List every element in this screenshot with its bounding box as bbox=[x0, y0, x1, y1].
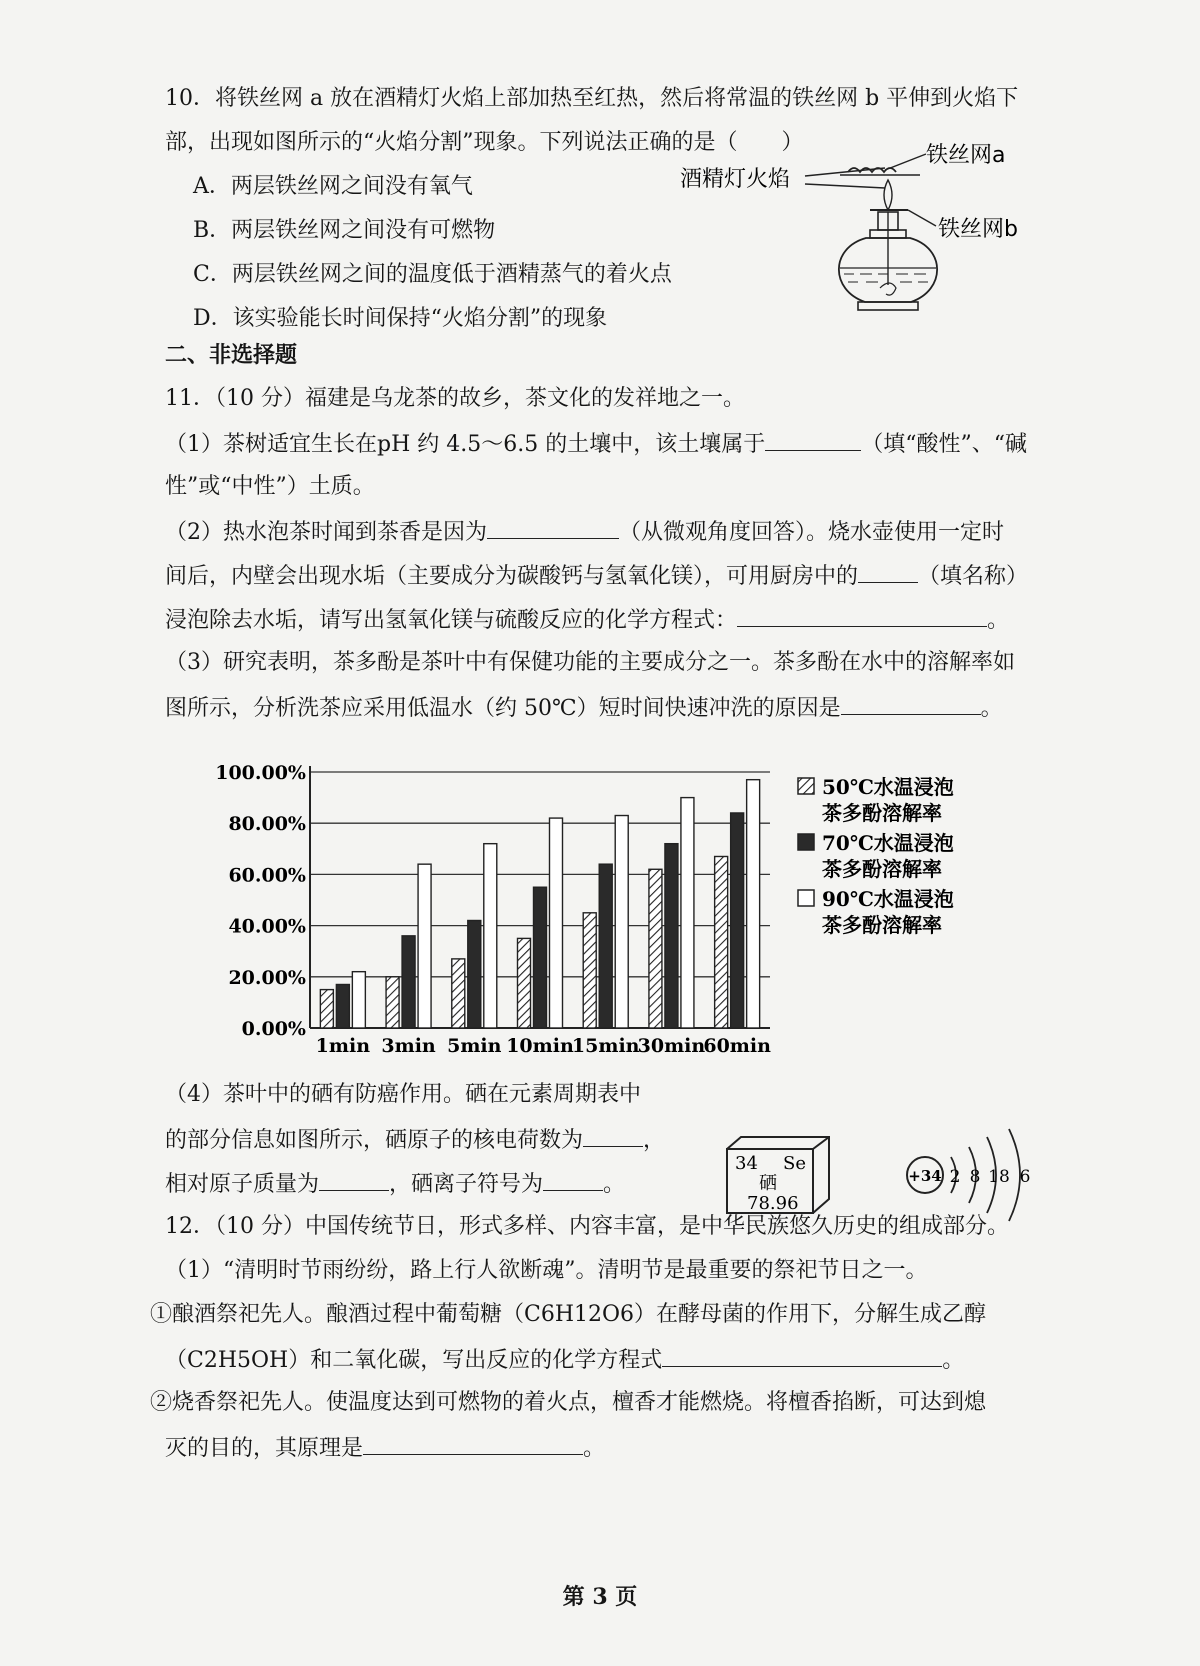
q11-part3-line1: （3）研究表明，茶多酚是茶叶中有保健功能的主要成分之一。茶多酚在水中的溶解率如 bbox=[165, 650, 1015, 675]
answer-blank[interactable] bbox=[543, 1168, 603, 1191]
bar-2-10min bbox=[534, 887, 547, 1028]
legend-swatch bbox=[798, 778, 814, 794]
selenium-element-cell bbox=[725, 1135, 835, 1217]
q10-line2: 部，出现如图所示的“火焰分割”现象。下列说法正确的是（ ） bbox=[165, 130, 804, 155]
shell-4-electrons: 6 bbox=[1019, 1167, 1031, 1187]
bar-2-3min bbox=[402, 936, 415, 1028]
page-number: 第 3 页 bbox=[562, 1584, 638, 1610]
y-tick-label: 60.00% bbox=[228, 864, 306, 887]
answer-blank[interactable] bbox=[363, 1432, 583, 1455]
element-atomic-mass: 78.96 bbox=[747, 1193, 799, 1214]
bar-3-60min bbox=[747, 780, 760, 1028]
answer-blank[interactable] bbox=[319, 1168, 389, 1191]
bar-1-15min bbox=[583, 913, 596, 1028]
shell-2-electrons: 8 bbox=[969, 1167, 981, 1187]
q11-intro: 11．（10 分）福建是乌龙茶的故乡，茶文化的发祥地之一。 bbox=[165, 386, 745, 411]
answer-blank[interactable] bbox=[858, 560, 918, 583]
q10-line1: 10．将铁丝网 a 放在酒精灯火焰上部加热至红热，然后将常温的铁丝网 b 平伸到火焰下 bbox=[165, 86, 1019, 111]
answer-blank[interactable] bbox=[765, 428, 861, 451]
section-2-title: 二、非选择题 bbox=[165, 342, 298, 368]
answer-blank[interactable] bbox=[487, 516, 619, 539]
y-tick-label: 100.00% bbox=[215, 762, 306, 784]
tea-polyphenol-chart bbox=[200, 760, 1000, 1090]
flame bbox=[884, 180, 892, 210]
q11-part1-line2: 性”或“中性”）土质。 bbox=[165, 474, 375, 499]
element-name: 硒 bbox=[759, 1173, 777, 1194]
q11-part4-line2: 的部分信息如图所示，硒原子的核电荷数为 ， bbox=[165, 1124, 665, 1156]
bar-2-60min bbox=[731, 813, 744, 1028]
x-tick-label: 10min bbox=[506, 1035, 574, 1057]
label-wire-mesh-a: 铁丝网a bbox=[926, 143, 1006, 168]
q10-option-b: B．两层铁丝网之间没有可燃物 bbox=[193, 218, 496, 243]
bar-1-30min bbox=[649, 869, 662, 1028]
bar-1-1min bbox=[320, 990, 333, 1028]
bar-1-10min bbox=[518, 938, 531, 1028]
q12-sub1-line1: ①酿酒祭祀先人。酿酒过程中葡萄糖（C6H12O6）在酵母菌的作用下，分解生成乙醇 bbox=[150, 1302, 987, 1327]
label-wire-mesh-b: 铁丝网b bbox=[938, 217, 1018, 242]
q10-option-d: D．该实验能长时间保持“火焰分割”的现象 bbox=[193, 306, 608, 331]
q11-part2-line2: 间后，内壁会出现水垢（主要成分为碳酸钙与氢氧化镁），可用厨房中的 （填名称） bbox=[165, 560, 1028, 592]
bar-3-30min bbox=[681, 798, 694, 1028]
q11-part4-line1: （4）茶叶中的硒有防癌作用。硒在元素周期表中 bbox=[165, 1082, 641, 1107]
q10-option-c: C．两层铁丝网之间的温度低于酒精蒸气的着火点 bbox=[193, 262, 672, 287]
legend-swatch bbox=[798, 834, 814, 850]
bar-3-3min bbox=[418, 864, 431, 1028]
legend-label: 茶多酚溶解率 bbox=[822, 857, 942, 881]
q12-sub2-line2: 灭的目的，其原理是 。 bbox=[165, 1432, 605, 1464]
bar-1-3min bbox=[386, 977, 399, 1028]
bar-2-30min bbox=[665, 844, 678, 1028]
legend-label: 茶多酚溶解率 bbox=[822, 801, 942, 825]
y-tick-label: 40.00% bbox=[228, 915, 306, 938]
q12-sub1-line2: （C2H5OH）和二氧化碳，写出反应的化学方程式 。 bbox=[165, 1344, 964, 1376]
q12-part1: （1）“清明时节雨纷纷，路上行人欲断魂”。清明节是最重要的祭祀节日之一。 bbox=[165, 1258, 928, 1283]
answer-blank[interactable] bbox=[737, 604, 987, 627]
y-tick-label: 0.00% bbox=[241, 1018, 306, 1040]
q10-option-a: A．两层铁丝网之间没有氧气 bbox=[193, 174, 473, 199]
x-tick-label: 60min bbox=[703, 1035, 771, 1057]
shell-1-electrons: 2 bbox=[949, 1167, 961, 1187]
bar-2-5min bbox=[468, 920, 481, 1028]
x-tick-label: 30min bbox=[637, 1035, 706, 1057]
element-symbol: Se bbox=[783, 1153, 806, 1174]
bar-3-15min bbox=[615, 816, 628, 1028]
bar-3-1min bbox=[352, 972, 365, 1028]
selenium-atom-structure bbox=[905, 1125, 1055, 1225]
legend-label: 茶多酚溶解率 bbox=[822, 913, 942, 937]
x-tick-label: 3min bbox=[381, 1035, 436, 1057]
q11-part4-line3: 相对原子质量为 ，硒离子符号为 。 bbox=[165, 1168, 625, 1200]
x-tick-label: 5min bbox=[447, 1035, 502, 1057]
label-flame: 酒精灯火焰 bbox=[680, 167, 791, 192]
legend-label: 90℃水温浸泡 bbox=[822, 887, 954, 911]
legend-label: 70℃水温浸泡 bbox=[822, 831, 954, 855]
legend-swatch bbox=[798, 890, 814, 906]
bar-3-10min bbox=[550, 818, 563, 1028]
q12-sub2-line1: ②烧香祭祀先人。使温度达到可燃物的着火点，檀香才能燃烧。将檀香掐断，可达到熄 bbox=[150, 1390, 987, 1415]
y-tick-label: 20.00% bbox=[228, 966, 306, 989]
y-tick-label: 80.00% bbox=[228, 813, 306, 836]
answer-blank[interactable] bbox=[662, 1344, 942, 1367]
legend-label: 50℃水温浸泡 bbox=[822, 775, 954, 799]
bar-1-60min bbox=[715, 856, 728, 1028]
answer-blank[interactable] bbox=[583, 1124, 643, 1147]
q11-part2-line1: （2）热水泡茶时闻到茶香是因为 （从微观角度回答）。烧水壶使用一定时 bbox=[165, 516, 1004, 548]
shell-3-electrons: 18 bbox=[988, 1167, 1010, 1187]
x-tick-label: 15min bbox=[571, 1035, 640, 1057]
q11-part2-line3: 浸泡除去水垢，请写出氢氧化镁与硫酸反应的化学方程式： 。 bbox=[165, 604, 1009, 636]
nucleus-charge: +34 bbox=[908, 1167, 942, 1185]
element-atomic-number: 34 bbox=[735, 1153, 758, 1174]
bar-3-5min bbox=[484, 844, 497, 1028]
bar-2-15min bbox=[599, 864, 612, 1028]
q12-intro: 12．（10 分）中国传统节日，形式多样、内容丰富，是中华民族悠久历史的组成部分。 bbox=[165, 1214, 1009, 1239]
answer-blank[interactable] bbox=[841, 692, 981, 715]
bar-1-5min bbox=[452, 959, 465, 1028]
q11-part1-line1: （1）茶树适宜生长在pH 约 4.5～6.5 的土壤中，该土壤属于 （填“酸性”、“碱 bbox=[165, 428, 1027, 460]
bar-2-1min bbox=[336, 984, 349, 1028]
alcohol-lamp-figure bbox=[680, 140, 1050, 315]
x-tick-label: 1min bbox=[315, 1035, 371, 1057]
q11-part3-line2: 图所示，分析洗茶应采用低温水（约 50℃）短时间快速冲洗的原因是 。 bbox=[165, 692, 1003, 724]
